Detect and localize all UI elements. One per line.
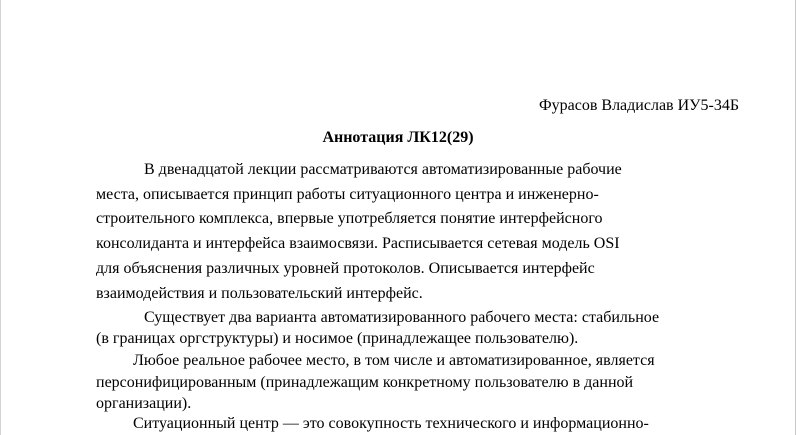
paragraph-3-line-2: персонифицированным (принадлежащим конкретному пользователю в данной [96, 374, 634, 391]
paragraph-2-line-2: (в границах оргструктуры) и носимое (принадлежащее пользователю). [96, 330, 579, 347]
paragraph-4-line-1: Ситуационный центр — это совокупность технического и информационно- [133, 415, 649, 432]
paragraph-3-line-1: Любое реальное рабочее место, в том числе и автоматизированное, является [133, 352, 655, 369]
paragraph-1-line-3: строительного комплекса, впервые употребляется понятие интерфейсного [96, 210, 603, 227]
page-edge-left [0, 0, 1, 435]
document-title: Аннотация ЛК12(29) [322, 129, 474, 146]
paragraph-2-line-1: Существует два варианта автоматизированного рабочего места: стабильное [144, 309, 660, 326]
paragraph-1-line-1: В двенадцатой лекции рассматриваются автоматизированные рабочие [144, 161, 622, 178]
paragraph-1-line-6: взаимодействия и пользовательский интерфейс. [96, 285, 423, 302]
paragraph-1-line-5: для объяснения различных уровней протоколов. Описывается интерфейс [96, 260, 595, 277]
paragraph-3-line-3: организации). [96, 395, 192, 412]
author-line: Фурасов Владислав ИУ5-34Б [539, 97, 739, 114]
paragraph-1-line-4: консолиданта и интерфейса взаимосвязи. Расписывается сетевая модель OSI [96, 235, 620, 252]
paragraph-1-line-2: места, описывается принцип работы ситуационного центра и инженерно- [96, 186, 599, 203]
